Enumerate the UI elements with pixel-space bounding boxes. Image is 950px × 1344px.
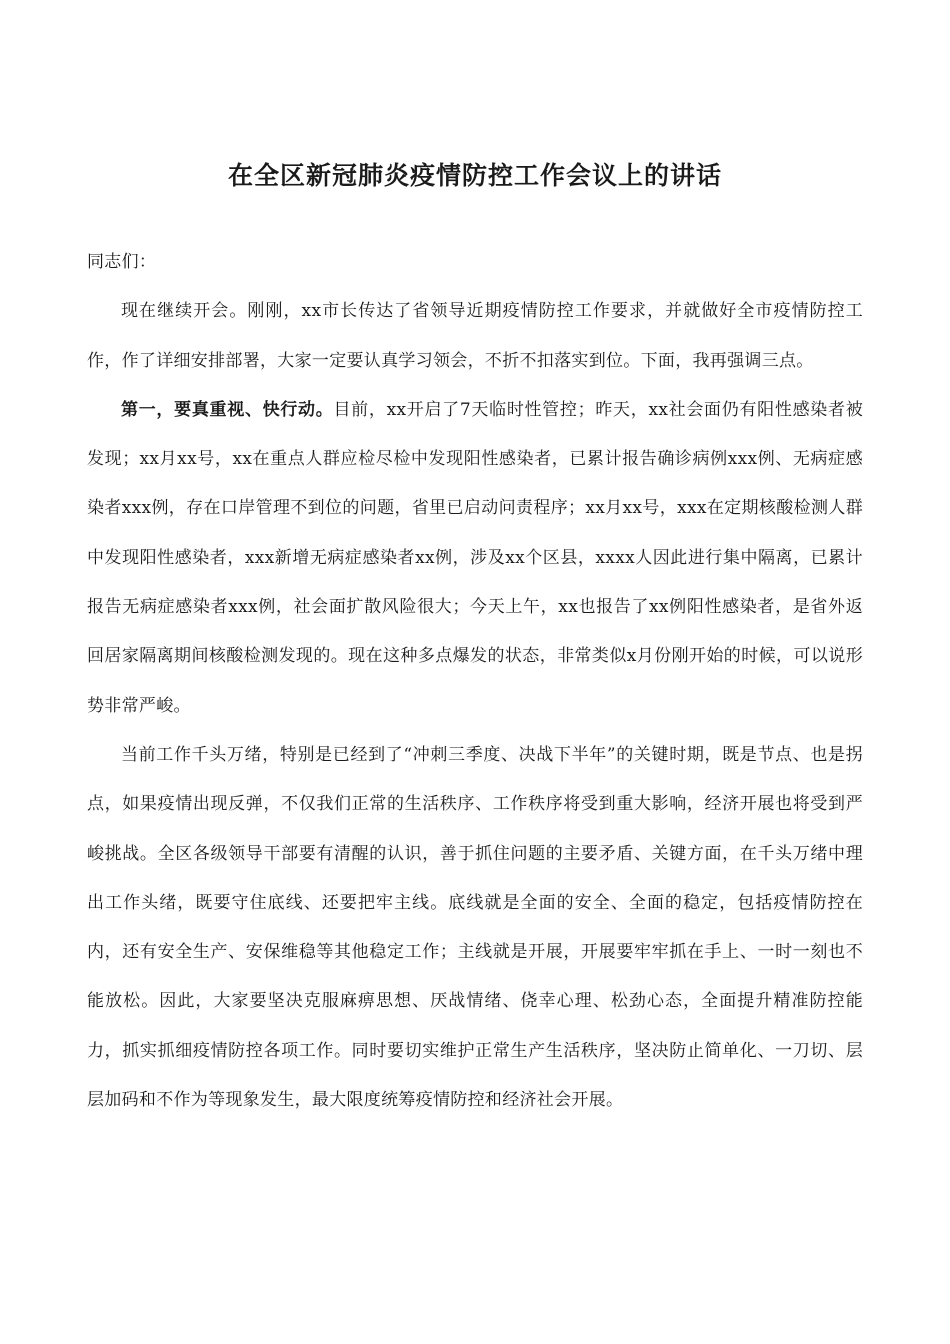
- paragraph-1: [87, 287, 863, 386]
- document-title: 在全区新冠肺炎疫情防控工作会议上的讲话: [227, 161, 722, 190]
- paragraph-2: [87, 386, 863, 731]
- paragraph-2-text: 目前，xx开启了7天临时性管控；昨天，xx社会面仍有阳性感染者被发现；xx月xx号，xx在重点人群应检尽检中发现阳性感染者，已累计报告确诊病例xxx例、无病症感染者xxx例，存在口岸管理不到位的问题，省里已启动问责程序；xx月xx号，xxx在定期核酸检测人群中发现阳性感染者，xxx新增无病症感染者xx例，涉及xx个区县，xxxx人因此进行集中隔离，已累计报告无病症感染者xxx例，社会面扩散风险很大；今天上午，xx也报告了xx例阳性感染者，是省外返回居家隔离期间核酸检测发现的。现在这种多点爆发的状态，非常类似x月份刚开始的时候，可以说形势非常严峻。: [87, 399, 863, 716]
- salutation: 同志们：: [87, 252, 157, 272]
- paragraph-2-lead: 第一，要真重视、快行动。: [121, 399, 334, 420]
- paragraph-3: [87, 731, 863, 1125]
- paragraph-3-text: 当前工作千头万绪，特别是已经到了“冲刺三季度、决战下半年”的关键时期，既是节点、也是拐点，如果疫情出现反弹，不仅我们正常的生活秩序、工作秩序将受到重大影响，经济开展也将受到严峻挑战。全区各级领导干部要有清醒的认识，善于抓住问题的主要矛盾、关键方面，在千头万绪中理出工作头绪，既要守住底线、还要把牢主线。底线就是全面的安全、全面的稳定，包括疫情防控在内，还有安全生产、安保维稳等其他稳定工作；主线就是开展，开展要牢牢抓在手上、一时一刻也不能放松。因此，大家要坚决克服麻痹思想、厌战情绪、侥幸心理、松劲心态，全面提升精准防控能力，抓实抓细疫情防控各项工作。同时要切实维护正常生产生活秩序，坚决防止简单化、一刀切、层层加码和不作为等现象发生，最大限度统筹疫情防控和经济社会开展。: [87, 744, 863, 1111]
- paragraph-1-text: 现在继续开会。刚刚，xx市长传达了省领导近期疫情防控工作要求，并就做好全市疫情防控工作，作了详细安排部署，大家一定要认真学习领会，不折不扣落实到位。下面，我再强调三点。: [87, 301, 863, 371]
- document-body: [87, 238, 863, 1125]
